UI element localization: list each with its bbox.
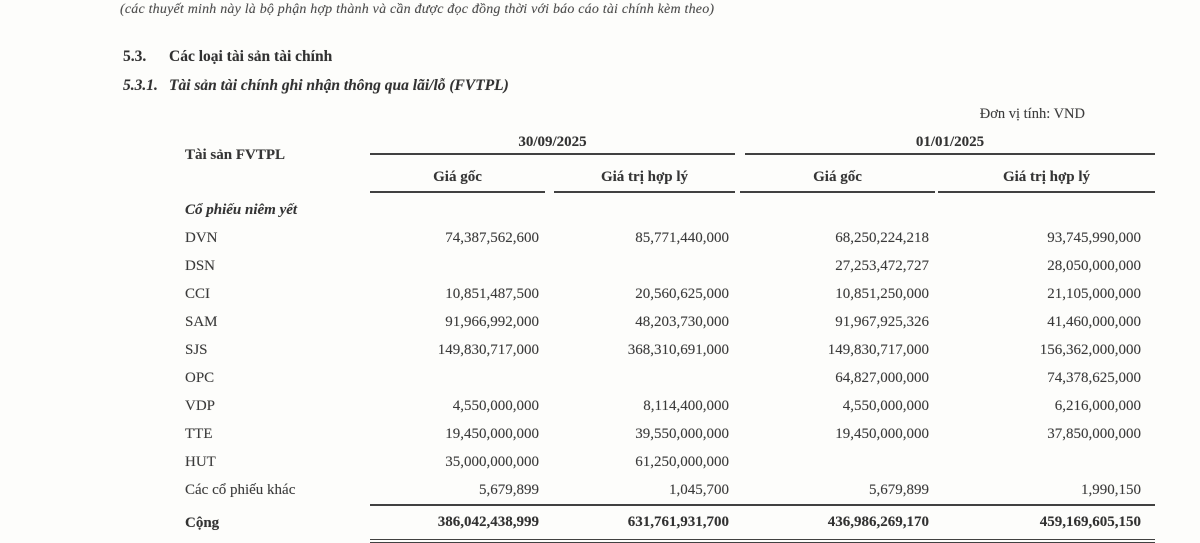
- table-corner-label: Tài sản FVTPL: [185, 147, 286, 163]
- other-shares-label: Các cổ phiếu khác: [185, 482, 296, 498]
- column-group-01-01-2025: [735, 126, 1155, 155]
- total-amount-cell: 631,761,931,700: [545, 505, 735, 541]
- amount-cell: 91,966,992,000: [445, 313, 539, 330]
- amount-cell: [545, 252, 735, 280]
- amount-cell: 6,216,000,000: [1054, 397, 1141, 414]
- total-label: Cộng: [185, 514, 220, 531]
- amount-cell: 41,460,000,000: [1047, 313, 1141, 330]
- amount-cell: 1,045,700: [669, 481, 729, 498]
- amount-cell: 4,550,000,000: [452, 397, 539, 414]
- amount-cell: 85,771,440,000: [635, 229, 729, 246]
- column-header-fair-value-2: Giá trị hợp lý: [935, 155, 1155, 193]
- amount-cell: 5,679,899: [479, 481, 539, 498]
- section-number: 5.3.: [123, 48, 147, 65]
- column-header-cost-2: Giá gốc: [735, 155, 935, 193]
- amount-cell: 35,000,000,000: [445, 453, 539, 470]
- column-header-fair-value-1: Giá trị hợp lý: [545, 155, 735, 193]
- section-heading-5-3: [123, 48, 332, 66]
- column-header-cost-1: Giá gốc: [370, 155, 545, 193]
- stock-ticker-label: TTE: [185, 425, 213, 442]
- table-row-sjs: [185, 336, 1155, 364]
- amount-cell: 10,851,487,500: [445, 285, 539, 302]
- amount-cell: 21,105,000,000: [1047, 285, 1141, 302]
- amount-cell: 74,387,562,600: [445, 229, 539, 246]
- stock-ticker-label: CCI: [185, 285, 211, 302]
- amount-cell: 68,250,224,218: [835, 229, 929, 246]
- amount-cell: [370, 364, 545, 392]
- notes-continuation-disclaimer: (các thuyết minh này là bộ phận hợp thành và cần được đọc đồng thời với báo cáo tài chính kèm theo): [120, 2, 715, 17]
- stock-ticker-label: DSN: [185, 257, 216, 274]
- table-row-dsn: [185, 252, 1155, 280]
- amount-cell: 5,679,899: [869, 481, 929, 498]
- amount-cell: 64,827,000,000: [835, 369, 929, 386]
- table-row-sam: [185, 308, 1155, 336]
- table-row-tte: [185, 420, 1155, 448]
- amount-cell: 61,250,000,000: [635, 453, 729, 470]
- amount-cell: [370, 252, 545, 280]
- subsection-number: 5.3.1.: [123, 77, 158, 94]
- amount-cell: [735, 448, 935, 476]
- table-row-hut: [185, 448, 1155, 476]
- subsection-title: Tài sản tài chính ghi nhận thông qua lãi/lỗ (FVTPL): [169, 77, 509, 94]
- section-title: Các loại tài sản tài chính: [169, 48, 333, 65]
- table-row-dvn: [185, 224, 1155, 252]
- amount-cell: 93,745,990,000: [1047, 229, 1141, 246]
- fvtpl-assets-table: [185, 126, 1155, 543]
- column-group-date-label: 01/01/2025: [745, 134, 1155, 155]
- table-row-cci: [185, 280, 1155, 308]
- total-amount-cell: 459,169,605,150: [935, 505, 1155, 541]
- table-total-row: [185, 505, 1155, 541]
- stock-ticker-label: OPC: [185, 369, 215, 386]
- amount-cell: 37,850,000,000: [1047, 425, 1141, 442]
- table-row-opc: [185, 364, 1155, 392]
- amount-cell: 156,362,000,000: [1039, 341, 1141, 358]
- total-amount-cell: 436,986,269,170: [735, 505, 935, 541]
- amount-cell: 19,450,000,000: [835, 425, 929, 442]
- listed-shares-section-row: [185, 193, 1155, 224]
- amount-cell: 28,050,000,000: [1047, 257, 1141, 274]
- amount-cell: 39,550,000,000: [635, 425, 729, 442]
- table-row-other-shares: [185, 476, 1155, 505]
- listed-shares-section-label: Cổ phiếu niêm yết: [185, 202, 298, 218]
- amount-cell: 149,830,717,000: [827, 341, 929, 358]
- amount-cell: 368,310,691,000: [627, 341, 729, 358]
- amount-cell: [935, 448, 1155, 476]
- amount-cell: 10,851,250,000: [835, 285, 929, 302]
- amount-cell: 149,830,717,000: [437, 341, 539, 358]
- stock-ticker-label: VDP: [185, 397, 216, 414]
- stock-ticker-label: SJS: [185, 341, 208, 358]
- amount-cell: 4,550,000,000: [842, 397, 929, 414]
- amount-cell: 27,253,472,727: [835, 257, 929, 274]
- amount-cell: 1,990,150: [1081, 481, 1141, 498]
- amount-cell: 48,203,730,000: [635, 313, 729, 330]
- amount-cell: 19,450,000,000: [445, 425, 539, 442]
- amount-cell: 20,560,625,000: [635, 285, 729, 302]
- amount-cell: 8,114,400,000: [643, 397, 729, 414]
- section-heading-5-3-1: [123, 77, 509, 95]
- currency-unit-label: Đơn vị tính: VND: [979, 106, 1085, 122]
- stock-ticker-label: SAM: [185, 313, 218, 330]
- amount-cell: 74,378,625,000: [1047, 369, 1141, 386]
- amount-cell: 91,967,925,326: [835, 313, 929, 330]
- amount-cell: [545, 364, 735, 392]
- table-row-vdp: [185, 392, 1155, 420]
- stock-ticker-label: HUT: [185, 453, 216, 470]
- column-group-date-label: 30/09/2025: [370, 134, 735, 155]
- total-amount-cell: 386,042,438,999: [370, 505, 545, 541]
- table-header-group-row: [185, 126, 1155, 155]
- column-group-30-09-2025: [370, 126, 735, 155]
- stock-ticker-label: DVN: [185, 229, 218, 246]
